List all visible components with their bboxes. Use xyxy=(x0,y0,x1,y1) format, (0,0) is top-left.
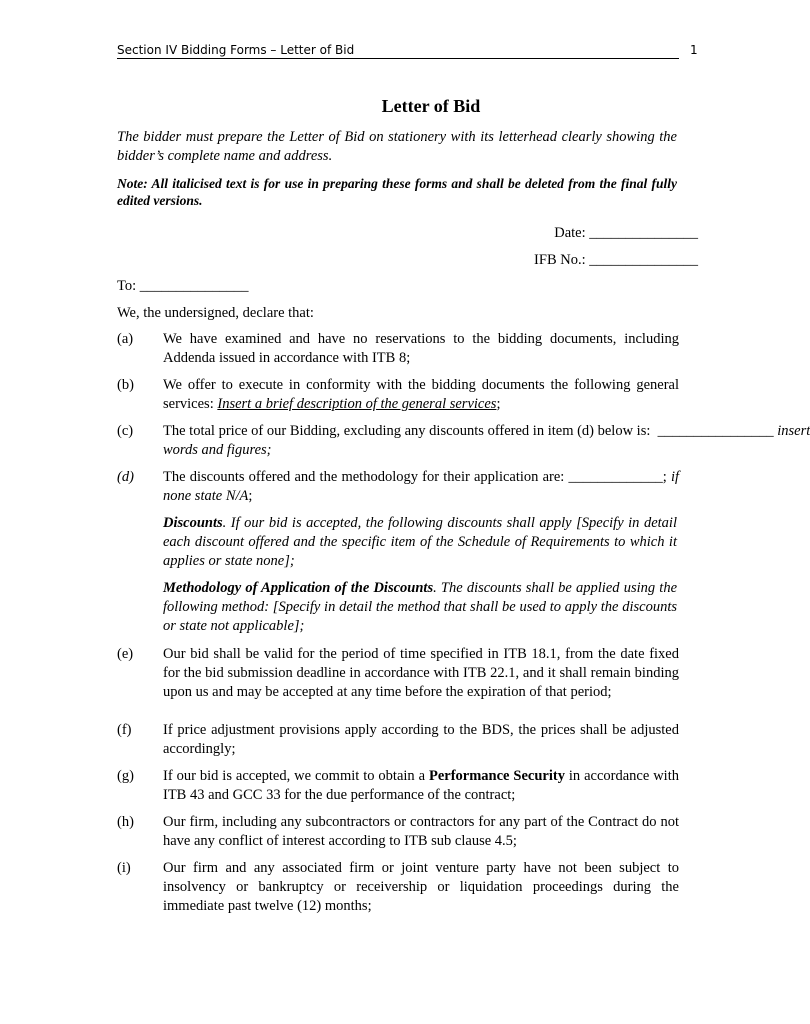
item-label: (g) xyxy=(117,768,134,784)
list-item-a xyxy=(117,330,679,368)
intro-instruction: The bidder must prepare the Letter of Bid on stationery with its letterhead clearly showing the bidder’s complete name and address. xyxy=(117,129,677,164)
methodology-paragraph: Methodology of Application of the Discounts. The discounts shall be applied using the following method: [Specify in detail the method that shall be used to apply the discounts or state not applicable]; xyxy=(163,580,678,634)
list-item-f xyxy=(117,721,679,759)
item-label: (i) xyxy=(117,860,131,876)
discounts-paragraph: Discounts. If our bid is accepted, the following discounts shall apply [Specify in detail each discount offered and the specific item of the Schedule of Requirements to which it applies or state none]; xyxy=(163,515,677,569)
item-text: The total price of our Bidding, excluding any discounts offered in item (d) below is: ________________ insert words and figures; xyxy=(163,423,810,458)
item-text: The discounts offered and the methodology for their application are: _____________; if none state N/A; xyxy=(163,469,679,504)
item-text: We have examined and have no reservations to the bidding documents, including Addenda issued in accordance with ITB 8; xyxy=(163,331,679,366)
item-label: (d) xyxy=(117,469,134,485)
header-title: Section IV Bidding Forms – Letter of Bid xyxy=(117,43,355,57)
list-item-h xyxy=(117,813,679,851)
item-text: We offer to execute in conformity with the bidding documents the following general services: Insert a brief description of the general services; xyxy=(163,377,679,412)
item-text: If price adjustment provisions apply according to the BDS, the prices shall be adjusted accordingly; xyxy=(163,722,679,757)
to-field: To: _______________ xyxy=(117,278,249,294)
list-item-d xyxy=(117,468,679,506)
item-text: If our bid is accepted, we commit to obtain a Performance Security in accordance with ITB 43 and GCC 33 for the due performance of the contract; xyxy=(163,768,679,803)
declaration-intro: We, the undersigned, declare that: xyxy=(117,305,314,321)
list-item-c xyxy=(117,422,810,460)
date-field: Date: _______________ xyxy=(554,225,698,241)
list-item-i xyxy=(117,859,679,916)
item-text: Our bid shall be valid for the period of time specified in ITB 18.1, from the date fixed for the bid submission deadline in accordance with ITB 22.1, and it shall remain binding upon us and may be accepted at any time before the expiration of that period; xyxy=(163,646,679,700)
item-label: (f) xyxy=(117,722,132,738)
item-label: (c) xyxy=(117,423,134,439)
page-title: Letter of Bid xyxy=(381,96,481,116)
running-header xyxy=(117,42,679,59)
item-label: (h) xyxy=(117,814,134,830)
page-number: 1 xyxy=(690,43,698,57)
item-label: (a) xyxy=(117,331,134,347)
item-text: Our firm and any associated firm or joint venture party have not been subject to insolvency or bankruptcy or receivership or liquidation proceedings during the immediate past twelve (12) months; xyxy=(163,860,679,914)
ifb-number-field: IFB No.: _______________ xyxy=(534,252,698,268)
general-services-placeholder: Insert a brief description of the general services xyxy=(217,396,497,412)
list-item-b xyxy=(117,376,679,414)
note-text: Note: All italicised text is for use in preparing these forms and shall be deleted from the final fully edited versions. xyxy=(117,176,677,208)
item-label: (b) xyxy=(117,377,134,393)
item-text: Our firm, including any subcontractors or contractors for any part of the Contract do not have any conflict of interest according to ITB sub clause 4.5; xyxy=(163,814,679,849)
list-item-g xyxy=(117,767,679,805)
list-item-e xyxy=(117,645,679,702)
item-label: (e) xyxy=(117,646,134,662)
